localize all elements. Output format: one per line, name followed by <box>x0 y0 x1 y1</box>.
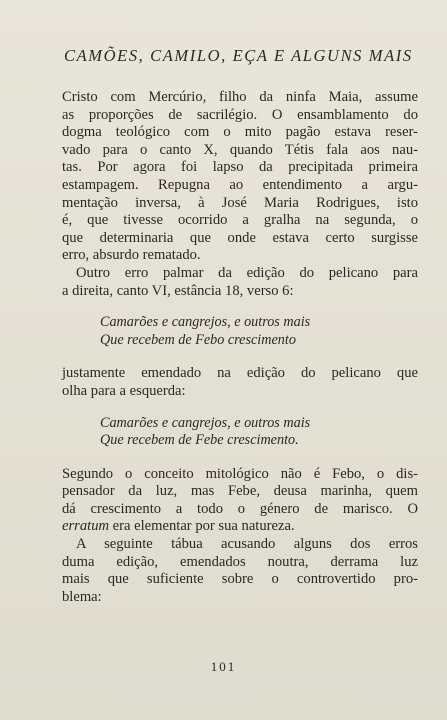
erratum-word: erratum <box>62 518 110 535</box>
body-text <box>62 89 418 606</box>
text-line: dá crescimento a todo o género de marisco. O <box>62 500 418 517</box>
text-line: tas. Por agora foi lapso da precipitada primeira <box>62 159 418 176</box>
text-line: erro, absurdo rematado. <box>62 247 201 264</box>
verse-line: Que recebem de Febe crescimento. <box>100 432 299 449</box>
text-line <box>62 518 418 536</box>
text-line: vado para o canto X, quando Tétis fala aos nau- <box>62 141 418 158</box>
text-line: blema: <box>62 588 102 605</box>
text-line: mentação inversa, à José Maria Rodrigues, isto <box>62 194 418 211</box>
verse-line: Que recebem de Febo crescimento <box>100 331 296 348</box>
text-line: a direita, canto VI, estância 18, verso 6: <box>62 282 294 299</box>
text-line: é, que tivesse ocorrido a gralha na segunda, o <box>62 212 418 229</box>
text-line: justamente emendado na edição do pelicano que <box>62 365 418 382</box>
text-line: Segundo o conceito mitológico não é Febo, o dis- <box>62 465 418 482</box>
paragraph-3 <box>62 365 418 400</box>
verse-line: Camarões e cangrejos, e outros mais <box>100 414 311 431</box>
text-line: olha para a esquerda: <box>62 382 186 399</box>
text-line: as proporções de sacrilégio. O ensamblamento do <box>62 106 418 123</box>
text-fragment: era elementar por sua natureza. <box>109 518 295 535</box>
text-line: A seguinte tábua acusando alguns dos erros <box>76 536 418 553</box>
verse-quote-2 <box>62 415 418 450</box>
page-number: 101 <box>210 659 237 674</box>
paragraph-2 <box>62 265 418 300</box>
running-head: CAMÕES, CAMILO, EÇA E ALGUNS MAIS <box>64 46 413 65</box>
text-line: duma edição, emendados noutra, derrama luz <box>62 553 418 570</box>
text-line: dogma teológico com o mito pagão estava reser- <box>62 124 418 141</box>
text-line: mais que suficiente sobre o controvertido pro- <box>62 571 418 588</box>
paragraph-4 <box>62 466 418 536</box>
verse-quote-1 <box>62 314 418 349</box>
text-line: Outro erro palmar da edição do pelicano para <box>76 264 418 281</box>
verse-line: Camarões e cangrejos, e outros mais <box>100 314 311 331</box>
paragraph-5 <box>62 536 418 606</box>
text-line: que determinaria que onde estava certo surgisse <box>62 229 418 246</box>
text-line: pensador da luz, mas Febe, deusa marinha, quem <box>62 483 418 500</box>
text-line: Cristo com Mercúrio, filho da ninfa Maia, assume <box>62 89 418 105</box>
text-line: estampagem. Repugna ao entendimento a argu- <box>62 176 418 193</box>
paragraph-1 <box>62 89 418 265</box>
